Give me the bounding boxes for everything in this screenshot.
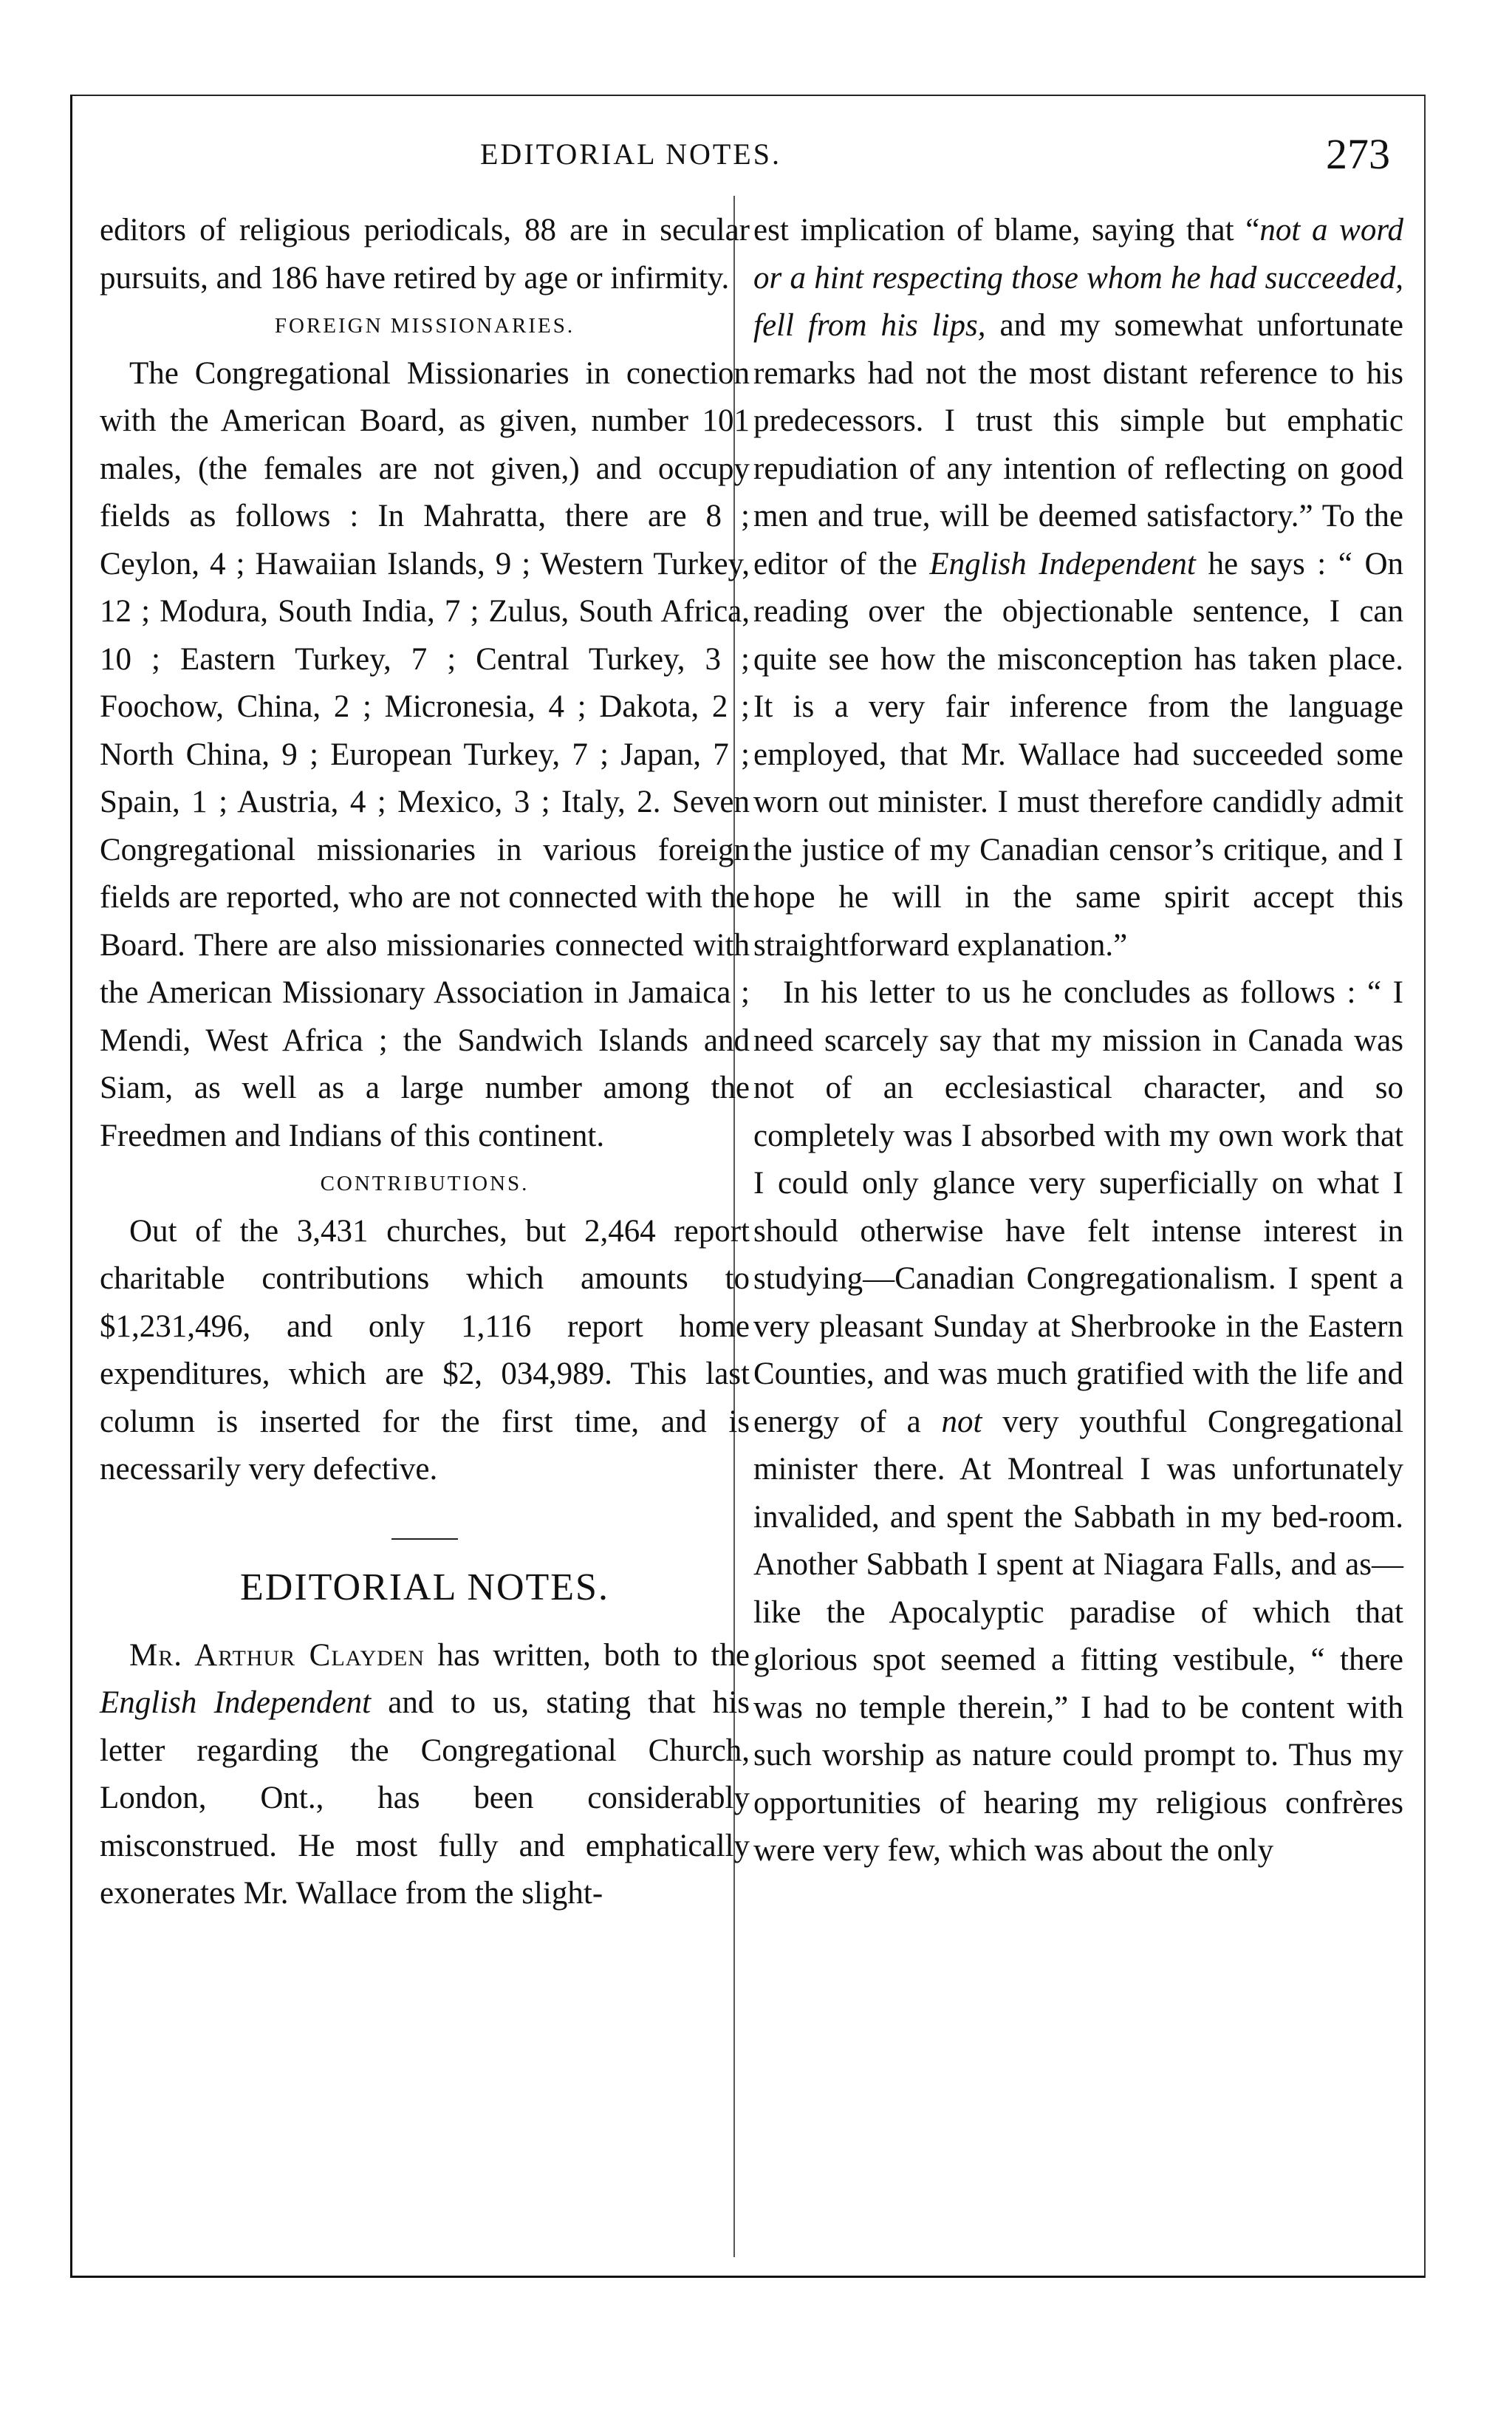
paragraph-clayden [100, 1632, 750, 1918]
text-span: very youthful Congregational minister there. At Montreal I was unfortunately invalided, and spent the Sabbath in my bed-room. Another Sabbath I spent at Niagara Falls, and as—like the Apocalyptic paradise of which that glorious spot seemed a fitting vestibule, “ there was no temple therein,” I had to be content with such worship as nature could prompt to. Thus my opportunities of hearing my religious confrères were very few, which was about the only [753, 1404, 1404, 1868]
section-title: EDITORIAL NOTES. [240, 1566, 609, 1608]
text-span: and to us, stating that his letter regarding the Congregational Church, London, Ont., has been considerably misconstrued. He most fully and emphatically exonerates Mr. Wallace from the slight- [100, 1685, 750, 1911]
section-rule [391, 1538, 458, 1540]
subhead-contributions: CONTRIBUTIONS. [320, 1172, 530, 1195]
text-span: he says : “ On reading over the objectionable sentence, I can quite see how the misconception has taken place. It is a very fair inference from the language employed, that Mr. Wallace had succeeded some worn out minister. I must therefore candidly admit the justice of my Canadian censor’s critique, and I hope he will in the same spirit accept this straightforward explanation.” [753, 546, 1403, 963]
paragraph-contributions: Out of the 3,431 churches, but 2,464 report charitable contributions which amounts to $1,231,496, and only 1,116 report home expenditures, which are $2, 034,989. This last column is inserted for the first time, and is necessarily very defective. [100, 1213, 750, 1487]
paragraph-editors: editors of religious periodicals, 88 are in secular pursuits, and 186 have retired by age or infirmity. [100, 213, 750, 296]
text-span: and my somewhat unfortunate remarks had not the most distant reference to his predecessors. I trust this simple but emphatic repudiation of any intention of reflecting on good men and true, will be deemed satisfactory.” To the editor of the [753, 308, 1403, 581]
paragraph-letter [753, 969, 1403, 1875]
subhead-foreign-missionaries: FOREIGN MISSIONARIES. [274, 314, 575, 338]
right-column [753, 207, 1403, 1875]
text-span: has written, both to the [424, 1637, 750, 1673]
running-title: EDITORIAL NOTES. [480, 137, 781, 171]
text-span: In his letter to us he concludes as follows : “ I need scarcely say that my mission in Canada was not of an ecclesiastical character, and so completely was I absorbed with my own work that I could only glance very superficially on what I should otherwise have felt intense interest in studying—Canadian Congregationalism. I spent a very pleasant Sunday at Sherbrooke in the Eastern Counties, and was much gratified with the life and energy of a [753, 975, 1403, 1439]
running-head [0, 129, 1512, 178]
italic-title: English Independent [100, 1685, 372, 1720]
name-arthur-clayden: Mr. Arthur Clayden [129, 1637, 425, 1673]
paragraph-implication [753, 207, 1403, 969]
text-span: est implication of blame, saying that “ [753, 213, 1260, 248]
italic-emphasis: not [941, 1404, 982, 1439]
left-column [100, 207, 750, 1918]
italic-quote: not a word or a hint respecting those whom he had succeeded, fell from his lips, [753, 213, 1403, 343]
page-number: 273 [1326, 130, 1390, 178]
italic-title: English Independent [929, 546, 1196, 581]
paragraph-missionaries: The Congregational Missionaries in conection with the American Board, as given, number 101 males, (the females are not given,) and occupy fields as follows : In Mahratta, there are 8 ; Ceylon, 4 ; Hawaiian Islands, 9 ; Western Turkey, 12 ; Modura, South India, 7 ; Zulus, South Africa, 10 ; Eastern Turkey, 7 ; Central Turkey, 3 ; Foochow, China, 2 ; Micronesia, 4 ; Dakota, 2 ; North China, 9 ; European Turkey, 7 ; Japan, 7 ; Spain, 1 ; Austria, 4 ; Mexico, 3 ; Italy, 2. Seven Congregational missionaries in various foreign fields are reported, who are not connected with the Board. There are also missionaries connected with the American Missionary Association in Jamaica ; Mendi, West Africa ; the Sandwich Islands and Siam, as well as a large number among the Freedmen and Indians of this continent. [100, 355, 750, 1153]
